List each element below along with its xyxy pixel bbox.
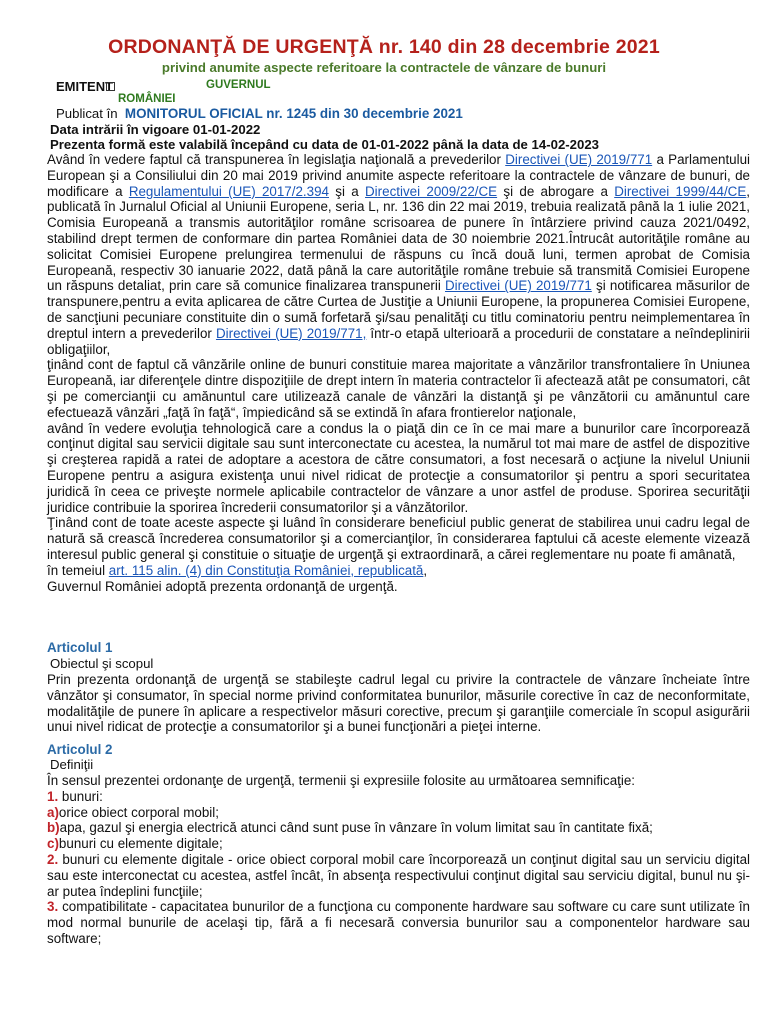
link-directiva-2019-771-third[interactable]: Directivei (UE) 2019/771,	[215, 325, 367, 341]
preamble-paragraph-1: Având în vedere faptul că transpunerea în legislaţia naţională a prevederilor Directivei (UE) 2019/771 a Parlamentului European şi a Consiliului din 20 mai 2019 privind anumite aspecte referitoare la contractele de vânzare de bunuri, de modificare a Regulamentului (UE) 2017/2.394 şi a Directivei 2009/22/CE şi de abrogare a Directivei 1999/44/CE, publicată în Jurnalul Oficial al Uniunii Europene, seria L, nr. 136 din 22 mai 2019, trebuia realizată până la 1 iulie 2021, Comisia Europeană a transmis autorităţilor române scrisoarea de punere în întârziere privind cauza 2021/0492, stabilind drept termen de conformare din partea României data de 30 noiembrie 2021.Întrucât autorităţile române au solicitat Comisiei Europene prelungirea termenului de răspuns cu încă două luni, termen aprobat de Comisia Europeană, respectiv 30 ianuarie 2022, dată până la care autorităţile române trebuie să transmită Comisiei Europene un răspuns detaliat, prin care să comunice finalizarea transpunerii Directivei (UE) 2019/771 şi notificarea măsurilor de transpunere,pentru a evita aplicarea de către Curtea de Justiţie a Uniunii Europene, la propunerea Comisiei Europene, de sancţiuni pecuniare constituite din o sumă forfetară şi/sau penalităţi cu titlu cominatoriu pentru neimplementarea în dreptul intern a prevederilor Directivei (UE) 2019/771, într-o etapă ulterioară a procedurii de constatare a neîndeplinirii obligaţiilor,	[47, 152, 751, 357]
item-marker: a)	[47, 804, 59, 820]
emitent-row	[56, 78, 556, 106]
definition-item: 2. bunuri cu elemente digitale - orice obiect corporal mobil care încorporează un conţinut digital sau un serviciu digital sau este interconectat cu acestea, astfel încât, în absenţa respectivului conţinut digital sau serviciu digital, bunul nu şi-ar putea îndeplini funcţiile;	[47, 851, 750, 899]
item-marker: 2.	[47, 851, 59, 867]
link-directiva-2019-771-second[interactable]: Directivei (UE) 2019/771	[445, 278, 592, 294]
preamble-paragraph-2: ţinând cont de faptul că vânzările online de bunuri constituie marea majoritate a vânzărilor transfrontaliere în Uniunea Europeană, iar diferenţele dintre dispoziţiile de drept intern în materia contractelor îi afectează atât pe consumatori, cât şi pe comercianţii cu amănuntul care utilizează canale de vânzări la distanţă şi pe vânzătorii cu amănuntul care efectuează vânzări „faţă în faţă“, împiedicând să se extindă în afara frontierelor naţionale,	[47, 357, 750, 420]
publication-line	[56, 106, 463, 122]
item-marker: 3.	[47, 899, 59, 915]
article-2-intro: În sensul prezentei ordonanţe de urgenţă, termenii şi expresiile folosite au următoarea semnificaţie:	[47, 773, 636, 788]
document-subtitle: privind anumite aspecte referitoare la contractele de vânzare de bunuri	[161, 60, 607, 75]
definition-item: 3. compatibilitate - capacitatea bunurilor de a funcţiona cu componente hardware sau software cu care sunt utilizate în mod normal bunurile de acelaşi tip, fără a fi necesară conversia bunurilor sau a componentelor hardware sau software;	[47, 899, 750, 946]
definition-item: c)bunuri cu elemente digitale;	[47, 836, 223, 852]
preamble	[47, 152, 750, 594]
emitent-name-line-2: ROMÂNIEI	[118, 93, 176, 105]
publication-prefix: Publicat în	[56, 106, 118, 121]
link-directiva-2009-22[interactable]: Directivei 2009/22/CE	[365, 183, 498, 199]
article-2-heading: Articolul 2	[47, 742, 113, 757]
preamble-paragraph-4: Ţinând cont de toate aceste aspecte şi luând în considerare beneficiul public generat de stabilirea unui cadru legal de natură să crească încrederea consumatorilor şi a comercianţilor, în considerarea faptului că aceste elemente vizează interesul public general şi constituie o situaţie de urgenţă şi extraordinară, a cărei reglementare nu poate fi amânată,	[47, 515, 750, 562]
item-marker: b)	[47, 820, 60, 836]
link-directiva-2019-771[interactable]: Directivei (UE) 2019/771	[505, 152, 653, 167]
preamble-paragraph-3: având în vedere evoluţia tehnologică care a condus la o piaţă din ce în ce mai mare a bunurilor care încorporează conţinut digital sau servicii digitale sau sunt interconectate cu acestea, la numărul tot mai mare de astfel de dispozitive şi creşterea rapidă a ratei de adoptare a acestora de către consumatori, a fost necesară o acţiune la nivelul Uniunii Europene pentru a asigura existenţa unui nivel ridicat de protecţie a consumatorilor şi pentru a spori securitatea juridică în ceea ce priveşte normele aplicabile contractelor de vânzare a unor astfel de produse. Sporirea securităţii juridice contribuie la sporirea încrederii consumatorilor şi a vânzătorilor.	[47, 420, 750, 515]
emitent-name-line-1: GUVERNUL	[206, 79, 271, 91]
article-1-body	[47, 672, 750, 735]
checkbox-icon	[106, 82, 115, 91]
definition-item: b)apa, gazul şi energia electrică atunci când sunt puse în vânzare în volum limitat sau în cantitate fixă;	[47, 820, 653, 836]
preamble-paragraph-6: Guvernul României adoptă prezenta ordonanţă de urgenţă.	[47, 578, 398, 594]
valid-form-note: Prezenta formă este valabilă începând cu data de 01-01-2022 până la data de 14-02-2023	[50, 137, 600, 152]
link-directiva-1999-44[interactable]: Directivei 1999/44/CE	[614, 183, 747, 199]
article-2-body	[47, 773, 750, 947]
article-2-subheading: Definiţii	[50, 757, 94, 772]
item-marker: 1.	[47, 788, 59, 804]
link-regulament-2017-2394[interactable]: Regulamentului (UE) 2017/2.394	[128, 183, 329, 199]
definition-item: 1. bunuri:	[47, 788, 103, 804]
effective-date: Data intrării în vigoare 01-01-2022	[50, 122, 261, 137]
emitent-label: EMITENT	[56, 79, 114, 94]
article-1-text: Prin prezenta ordonanţă de urgenţă se stabileşte cadrul legal cu privire la contractele de vânzare încheiate între vânzător şi consumator, în special norme privind conformitatea bunurilor, măsurile corective în caz de neconformitate, modalităţile de punere în aplicare a respectivelor măsuri corective, precum şi garanţiile comerciale în scopul asigurării unui nivel ridicat de protecţie a consumatorilor şi a bunei funcţionări a pieţei interne.	[47, 672, 750, 735]
definition-item: a)orice obiect corporal mobil;	[47, 804, 219, 820]
item-marker: c)	[47, 836, 59, 852]
document-title: ORDONANŢĂ DE URGENŢĂ nr. 140 din 28 decembrie 2021	[108, 36, 660, 58]
publication-source: MONITORUL OFICIAL nr. 1245 din 30 decembrie 2021	[124, 106, 463, 121]
preamble-paragraph-5: în temeiul art. 115 alin. (4) din Constituţia României, republicată,	[47, 562, 428, 578]
article-1-subheading: Obiectul şi scopul	[50, 656, 154, 671]
article-1-heading: Articolul 1	[47, 640, 113, 655]
link-constitutie-art-115[interactable]: art. 115 alin. (4) din Constituţia României, republicată	[108, 562, 424, 578]
